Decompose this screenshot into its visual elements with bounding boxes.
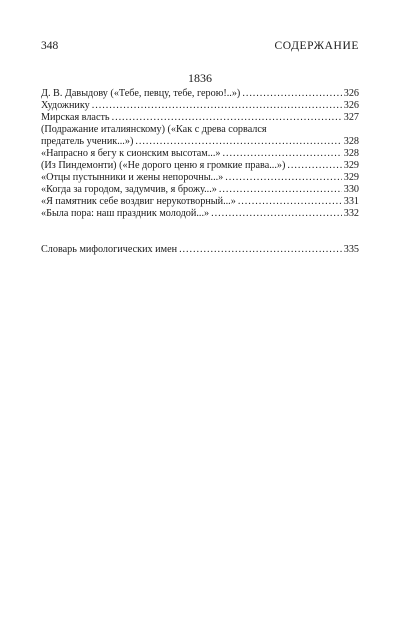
toc-entry-first-line (41, 124, 359, 136)
toc-entry-page: 329 (343, 172, 359, 183)
toc-entry-title: Мирская власть (41, 112, 110, 123)
toc-leader-dots (92, 100, 342, 112)
toc-leader-dots (242, 88, 341, 100)
toc-leader-dots (287, 160, 341, 172)
running-title: СОДЕРЖАНИЕ (274, 40, 359, 52)
toc-entry (41, 148, 359, 160)
toc-spacer (41, 220, 359, 244)
toc-entry-page: 326 (343, 88, 359, 99)
toc-entry (41, 136, 359, 148)
toc-entry-title: (Из Пиндемонти) («Не дорого ценю я громкие права...») (41, 160, 286, 171)
toc-entry-title: «Напрасно я бегу к сионским высотам...» (41, 148, 221, 159)
toc-entry-page: 327 (343, 112, 359, 123)
toc-entry-title: «Я памятник себе воздвиг нерукотворный...» (41, 196, 236, 207)
toc-entry-title: «Была пора: наш праздник молодой...» (41, 208, 210, 219)
toc-entry-page: 329 (343, 160, 359, 171)
toc-entry-title: (Подражание италиянскому) («Как с древа сорвался (41, 124, 267, 135)
section-year-heading: 1836 (188, 71, 212, 85)
toc-leader-dots (211, 208, 342, 220)
toc-entry-title: Художнику (41, 100, 90, 111)
toc-leader-dots (135, 136, 341, 148)
toc-leader-dots (112, 112, 342, 124)
toc-entry-page: 335 (343, 244, 359, 255)
toc-leader-dots (225, 172, 341, 184)
table-of-contents (41, 88, 359, 256)
toc-entry (41, 100, 359, 112)
toc-entry-title: Словарь мифологических имен (41, 244, 178, 255)
toc-leader-dots (223, 148, 342, 160)
page-number: 348 (41, 40, 59, 52)
toc-entry-title: Д. В. Давыдову («Тебе, певцу, тебе, герою!..») (41, 88, 241, 99)
toc-entry (41, 208, 359, 220)
toc-entry (41, 172, 359, 184)
toc-leader-dots (219, 184, 342, 196)
toc-entry-page: 332 (343, 208, 359, 219)
toc-entry-title-continued: предатель ученик...») (41, 136, 134, 147)
toc-entry-page: 331 (343, 196, 359, 207)
toc-entry (41, 112, 359, 124)
toc-entry-page: 330 (343, 184, 359, 195)
toc-entry (41, 88, 359, 100)
toc-entry-appendix (41, 244, 359, 256)
toc-entry (41, 160, 359, 172)
toc-entry-title: «Отцы пустынники и жены непорочны...» (41, 172, 224, 183)
toc-entry-page: 328 (343, 136, 359, 147)
running-head (41, 39, 359, 53)
toc-entry (41, 184, 359, 196)
toc-leader-dots (179, 244, 342, 256)
toc-entry-page: 328 (343, 148, 359, 159)
toc-entry-page: 326 (343, 100, 359, 111)
toc-entry (41, 196, 359, 208)
toc-entry-title: «Когда за городом, задумчив, я брожу...» (41, 184, 217, 195)
toc-leader-dots (238, 196, 342, 208)
